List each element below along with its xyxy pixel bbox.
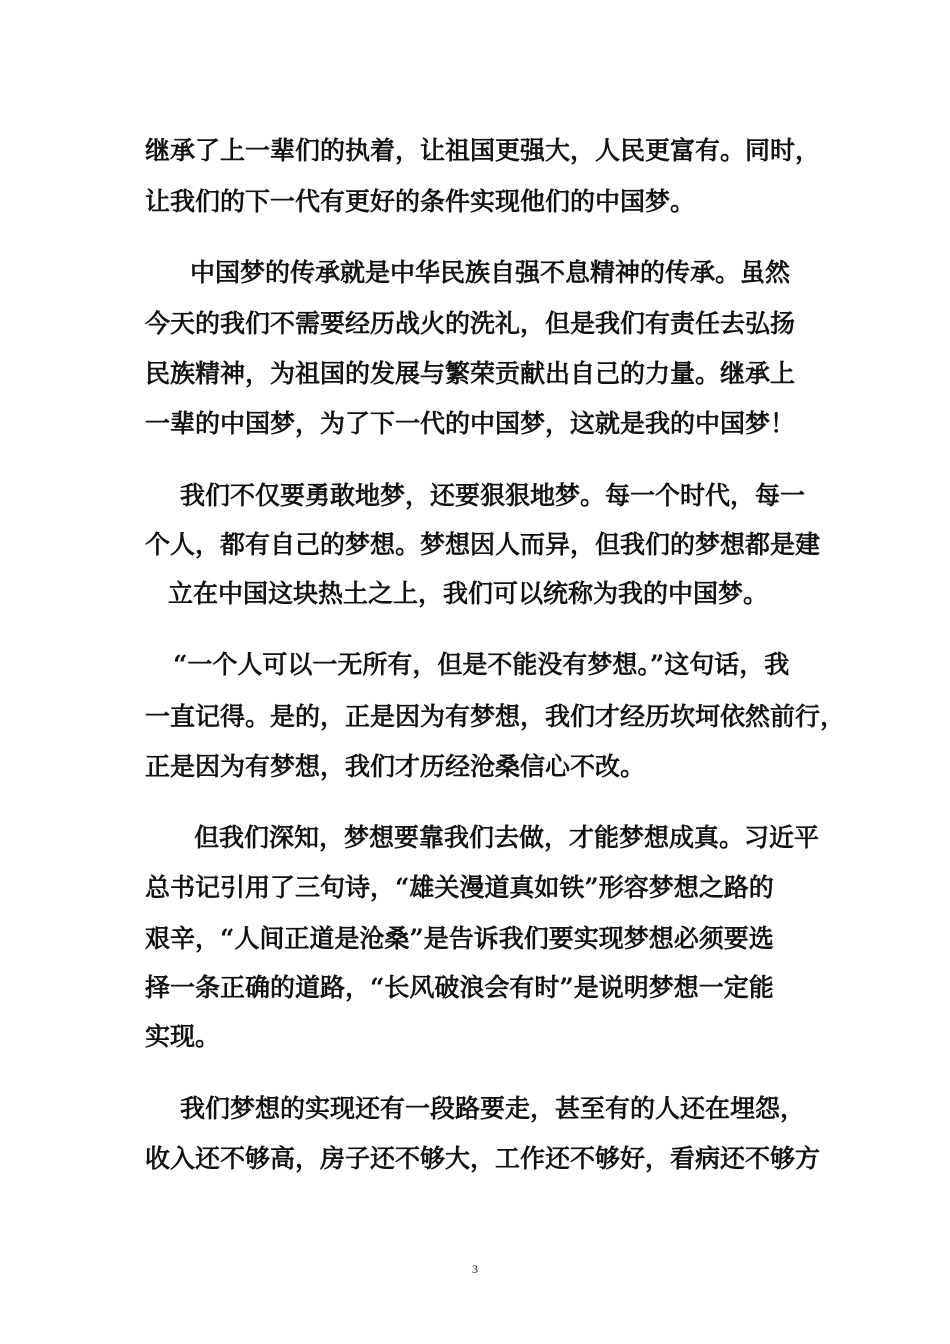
paragraph-5-line-1: 但我们深知，梦想要靠我们去做，才能梦想成真。习近平 — [194, 823, 820, 852]
paragraph-2-line-4: 一辈的中国梦，为了下一代的中国梦，这就是我的中国梦！ — [145, 409, 796, 438]
paragraph-5-line-2: 总书记引用了三句诗，“雄关漫道真如铁”形容梦想之路的 — [145, 873, 774, 902]
paragraph-4-line-1: “一个人可以一无所有，但是不能没有梦想。”这句话，我 — [173, 650, 790, 679]
paragraph-1-line-1: 继承了上一辈们的执着，让祖国更强大，人民更富有。同时， — [145, 136, 821, 165]
paragraph-2-line-1: 中国梦的传承就是中华民族自强不息精神的传承。虽然 — [190, 258, 791, 287]
paragraph-2-line-2: 今天的我们不需要经历战火的洗礼，但是我们有责任去弘扬 — [145, 309, 796, 338]
paragraph-5-line-4: 择一条正确的道路，“长风破浪会有时”是说明梦想一定能 — [145, 973, 774, 1002]
paragraph-2-line-3: 民族精神，为祖国的发展与繁荣贡献出自己的力量。继承上 — [145, 359, 796, 388]
paragraph-3-line-1: 我们不仅要勇敢地梦，还要狠狠地梦。每一个时代，每一 — [180, 481, 806, 510]
paragraph-5-line-5: 实现。 — [145, 1022, 221, 1051]
paragraph-5-line-3: 艰辛，“人间正道是沧桑”是告诉我们要实现梦想必须要选 — [145, 924, 774, 953]
paragraph-4-line-3: 正是因为有梦想，我们才历经沧桑信心不改。 — [145, 752, 646, 781]
paragraph-3-line-2: 个人，都有自己的梦想。梦想因人而异，但我们的梦想都是建 — [145, 530, 821, 559]
paragraph-1-line-2: 让我们的下一代有更好的条件实现他们的中国梦。 — [145, 187, 696, 216]
page-number: 3 — [472, 1262, 478, 1276]
paragraph-6-line-1: 我们梦想的实现还有一段路要走，甚至有的人还在埋怨， — [180, 1094, 806, 1123]
paragraph-4-line-2: 一直记得。是的，正是因为有梦想，我们才经历坎坷依然前行， — [145, 702, 846, 731]
paragraph-6-line-2: 收入还不够高，房子还不够大，工作还不够好，看病还不够方 — [145, 1144, 821, 1173]
paragraph-3-line-3: 立在中国这块热土之上，我们可以统称为我的中国梦。 — [168, 579, 769, 608]
